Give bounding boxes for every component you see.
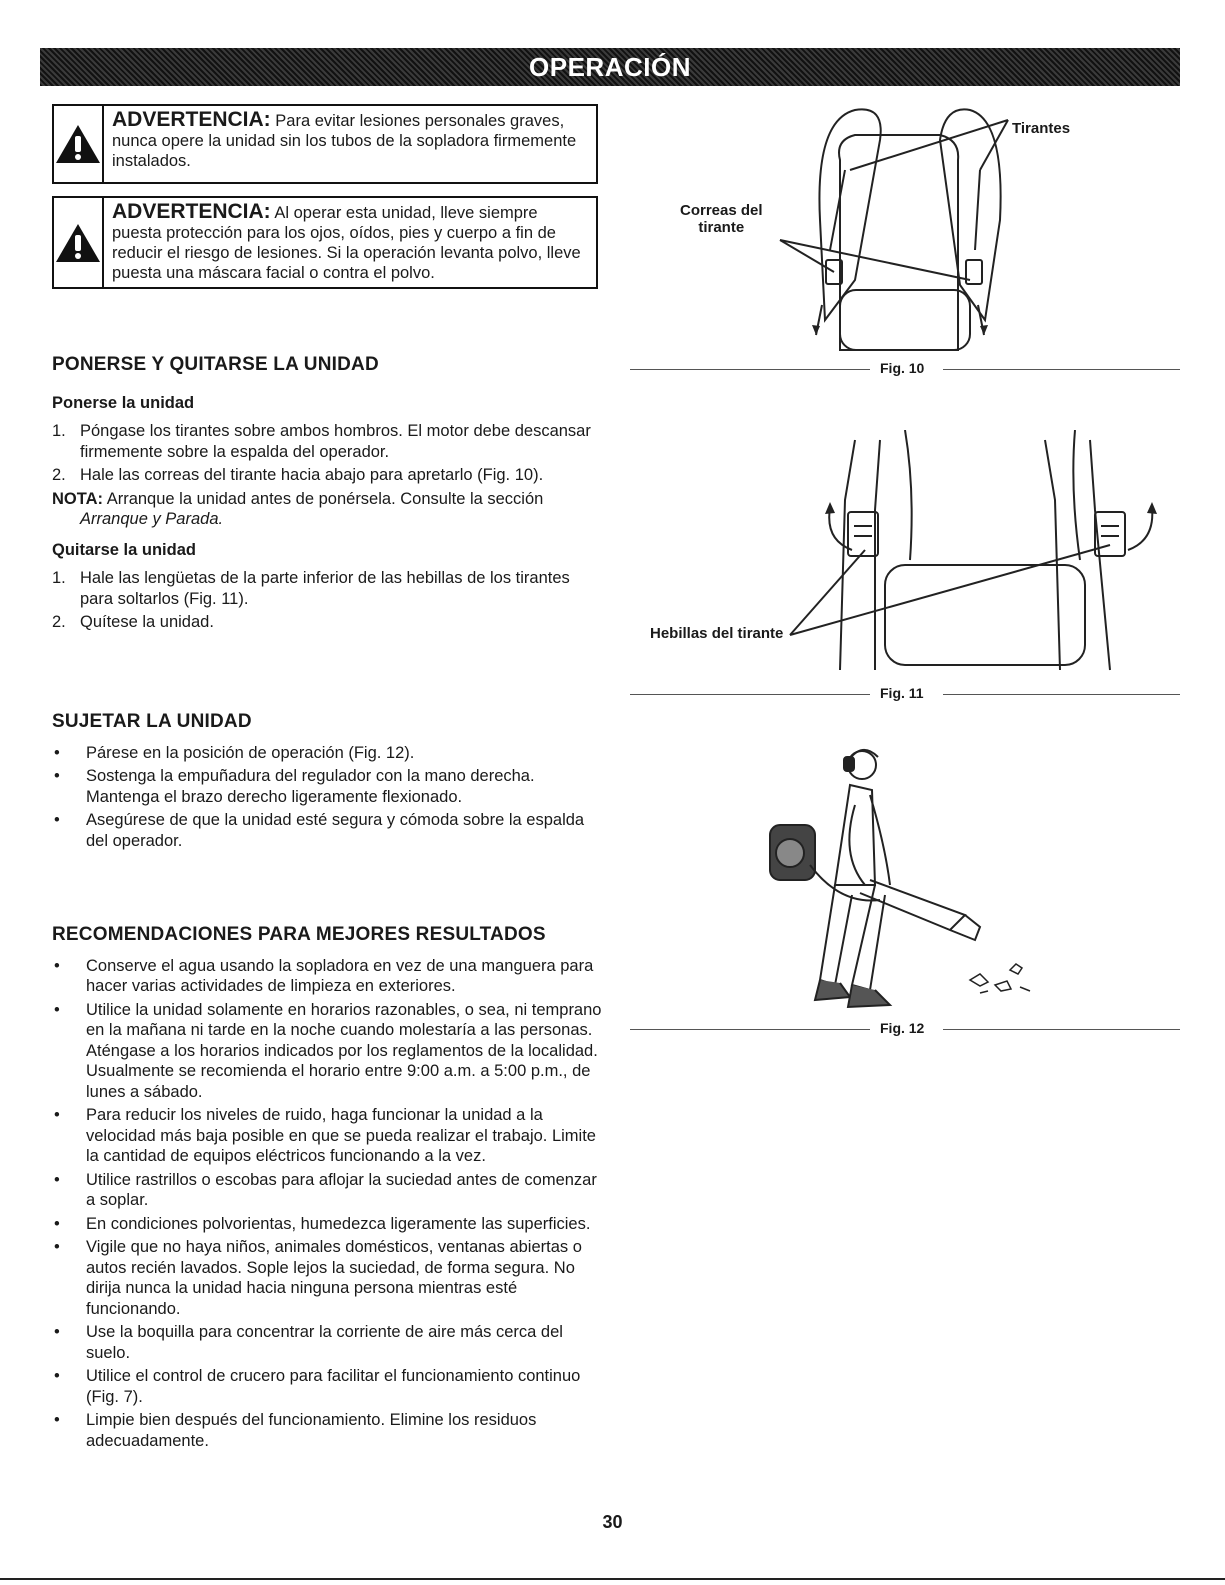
callout-line: tirante	[698, 219, 745, 236]
step-text: Póngase los tirantes sobre ambos hombros. El motor debe descansar firmemente sobre la espalda del operador.	[80, 422, 591, 461]
note-label: NOTA:	[52, 489, 104, 508]
list-item: • Utilice el control de crucero para facilitar el funcionamiento continuo (Fig. 7).	[52, 1366, 602, 1407]
note-text: Arranque la unidad antes de ponérsela. Consulte la sección	[106, 489, 544, 508]
page-number: 30	[602, 1512, 623, 1532]
step-number: 1.	[52, 422, 66, 440]
figure-rule	[630, 1029, 870, 1030]
bullet-text: Limpie bien después del funcionamiento. Elimine los residuos adecuadamente.	[86, 1411, 537, 1450]
figure-12	[740, 735, 1060, 1025]
callout-straps: Tirantes	[1012, 120, 1071, 137]
bullet-text: Para reducir los niveles de ruido, haga funcionar la unidad a la velocidad más baja posible en que se pueda realizar el trabajo. Limite la cantidad de equipos eléctricos funcionando a la vez.	[86, 1106, 596, 1165]
bullet-text: Conserve el agua usando la sopladora en vez de una manguera para hacer varias actividades de limpieza en exteriores.	[86, 956, 594, 995]
section-title: RECOMENDACIONES PARA MEJORES RESULTADOS	[52, 924, 546, 945]
figure-rule	[943, 369, 1180, 370]
bullet-text: En condiciones polvorientas, humedezca ligeramente las superficies.	[86, 1214, 591, 1233]
warning-text	[104, 198, 596, 287]
warning-heading: ADVERTENCIA:	[112, 108, 271, 131]
warning-box-2	[52, 196, 598, 289]
warning-heading: ADVERTENCIA:	[112, 200, 271, 223]
bullet-text: Asegúrese de que la unidad esté segura y cómoda sobre la espalda del operador.	[86, 811, 585, 850]
bullet-text: Vigile que no haya niños, animales domésticos, ventanas abiertas o autos recién lavados. Sople lejos la suciedad, de forma segura. No dirija nunca la unidad hacia ninguna persona mientras esté funcionando.	[86, 1238, 582, 1318]
figure-12-label: Fig. 12	[880, 1020, 925, 1036]
section-recommendations	[52, 925, 602, 1454]
callout-line: Correas del	[680, 202, 763, 219]
list-item: • Limpie bien después del funcionamiento. Elimine los residuos adecuadamente.	[52, 1410, 602, 1451]
steps-list	[52, 421, 602, 486]
list-item: • Párese en la posición de operación (Fig. 12).	[54, 743, 415, 762]
bullet-text: Utilice la unidad solamente en horarios razonables, o sea, ni temprano en la mañana ni tarde en la noche cuando molestaría a las personas. Aténgase a los horarios indicados por los reglamentos de la localidad. Usualmente se recomienda el horario entre 9:00 a.m. a 5:00 p.m., de lunes a sábado.	[86, 1000, 602, 1101]
warning-icon-cell	[54, 198, 104, 287]
list-item: • Sostenga la empuñadura del regulador con la mano derecha. Mantenga el brazo derecho ligeramente flexionado.	[52, 766, 602, 807]
banner-title: OPERACIÓN	[529, 51, 691, 82]
list-item: • Asegúrese de que la unidad esté segura y cómoda sobre la espalda del operador.	[52, 810, 602, 851]
list-item: • Use la boquilla para concentrar la corriente de aire más cerca del suelo.	[52, 1322, 602, 1363]
section-banner	[40, 48, 1180, 86]
buckle-illustration	[640, 430, 1180, 680]
warning-icon-cell	[54, 106, 104, 182]
figure-11-label: Fig. 11	[880, 685, 924, 701]
section-title: SUJETAR LA UNIDAD	[52, 711, 252, 732]
section-hold-unit	[52, 712, 602, 854]
warning-triangle-icon	[54, 222, 102, 264]
callout-buckles: Hebillas del tirante	[650, 625, 784, 642]
note	[52, 489, 602, 530]
bullet-list	[52, 956, 602, 1452]
bullet-text: Use la boquilla para concentrar la corriente de aire más cerca del suelo.	[86, 1323, 563, 1362]
operator-illustration	[740, 735, 1060, 1025]
warning-body: Al operar esta unidad, lleve siempre puesta protección para los ojos, oídos, pies y cuerpo a fin de reducir el riesgo de lesiones. Si la operación levanta polvo, lleve puesta una máscara facial o contra el polvo.	[112, 204, 581, 282]
section-put-on-remove	[52, 355, 602, 636]
list-item	[52, 568, 602, 609]
bottom-rule	[0, 1578, 1225, 1580]
list-item	[52, 465, 602, 486]
list-item: • Conserve el agua usando la sopladora en vez de una manguera para hacer varias actividades de limpieza en exteriores.	[52, 956, 602, 997]
list-item: • Vigile que no haya niños, animales domésticos, ventanas abiertas o autos recién lavados. Sople lejos la suciedad, de forma segura. No dirija nunca la unidad hacia ninguna persona mientras esté funcionando.	[52, 1237, 602, 1319]
figure-rule	[943, 1029, 1180, 1030]
step-number: 1.	[52, 569, 66, 587]
step-text: Hale las correas del tirante hacia abajo para apretarlo (Fig. 10).	[80, 466, 544, 484]
steps-list	[52, 568, 602, 633]
list-item: • Utilice la unidad solamente en horarios razonables, o sea, ni temprano en la mañana ni tarde en la noche cuando molestaría a las personas. Aténgase a los horarios indicados por los reglamentos de la localidad. Usualmente se recomienda el horario entre 9:00 a.m. a 5:00 p.m., de lunes a sábado.	[54, 1000, 602, 1101]
warning-text	[104, 106, 596, 182]
subsection-title: Ponerse la unidad	[52, 393, 195, 412]
step-text: Quítese la unidad.	[80, 613, 214, 631]
callout-strap-belts	[680, 202, 763, 236]
figure-rule	[630, 694, 870, 695]
list-item: • En condiciones polvorientas, humedezca ligeramente las superficies.	[54, 1214, 591, 1233]
list-item	[52, 421, 602, 462]
figure-10	[640, 100, 1180, 360]
warning-triangle-icon	[54, 123, 102, 165]
figure-11	[640, 430, 1180, 680]
note-reference: Arranque y Parada.	[80, 510, 224, 528]
subsection-title: Quitarse la unidad	[52, 540, 196, 559]
bullet-text: Utilice el control de crucero para facilitar el funcionamiento continuo (Fig. 7).	[86, 1367, 581, 1406]
list-item	[52, 612, 602, 633]
figure-10-label: Fig. 10	[880, 360, 925, 376]
step-number: 2.	[52, 613, 66, 631]
list-item: • Para reducir los niveles de ruido, haga funcionar la unidad a la velocidad más baja posible en que se pueda realizar el trabajo. Limite la cantidad de equipos eléctricos funcionando a la vez.	[52, 1105, 602, 1167]
warning-box-1	[52, 104, 598, 184]
warning-body: Para evitar lesiones personales graves, nunca opere la unidad sin los tubos de la sopladora firmemente instalados.	[112, 112, 577, 170]
figure-rule	[630, 369, 870, 370]
bullet-list	[52, 743, 602, 852]
section-title: PONERSE Y QUITARSE LA UNIDAD	[52, 354, 379, 375]
step-text: Hale las lengüetas de la parte inferior de las hebillas de los tirantes para soltarlos (Fig. 11).	[80, 569, 570, 608]
bullet-text: Utilice rastrillos o escobas para aflojar la suciedad antes de comenzar a soplar.	[86, 1170, 597, 1209]
bullet-text: Sostenga la empuñadura del regulador con la mano derecha. Mantenga el brazo derecho ligeramente flexionado.	[86, 767, 535, 806]
figure-rule	[943, 694, 1180, 695]
list-item: • Utilice rastrillos o escobas para aflojar la suciedad antes de comenzar a soplar.	[52, 1170, 602, 1211]
bullet-text: Párese en la posición de operación (Fig. 12).	[86, 743, 415, 762]
step-number: 2.	[52, 466, 66, 484]
